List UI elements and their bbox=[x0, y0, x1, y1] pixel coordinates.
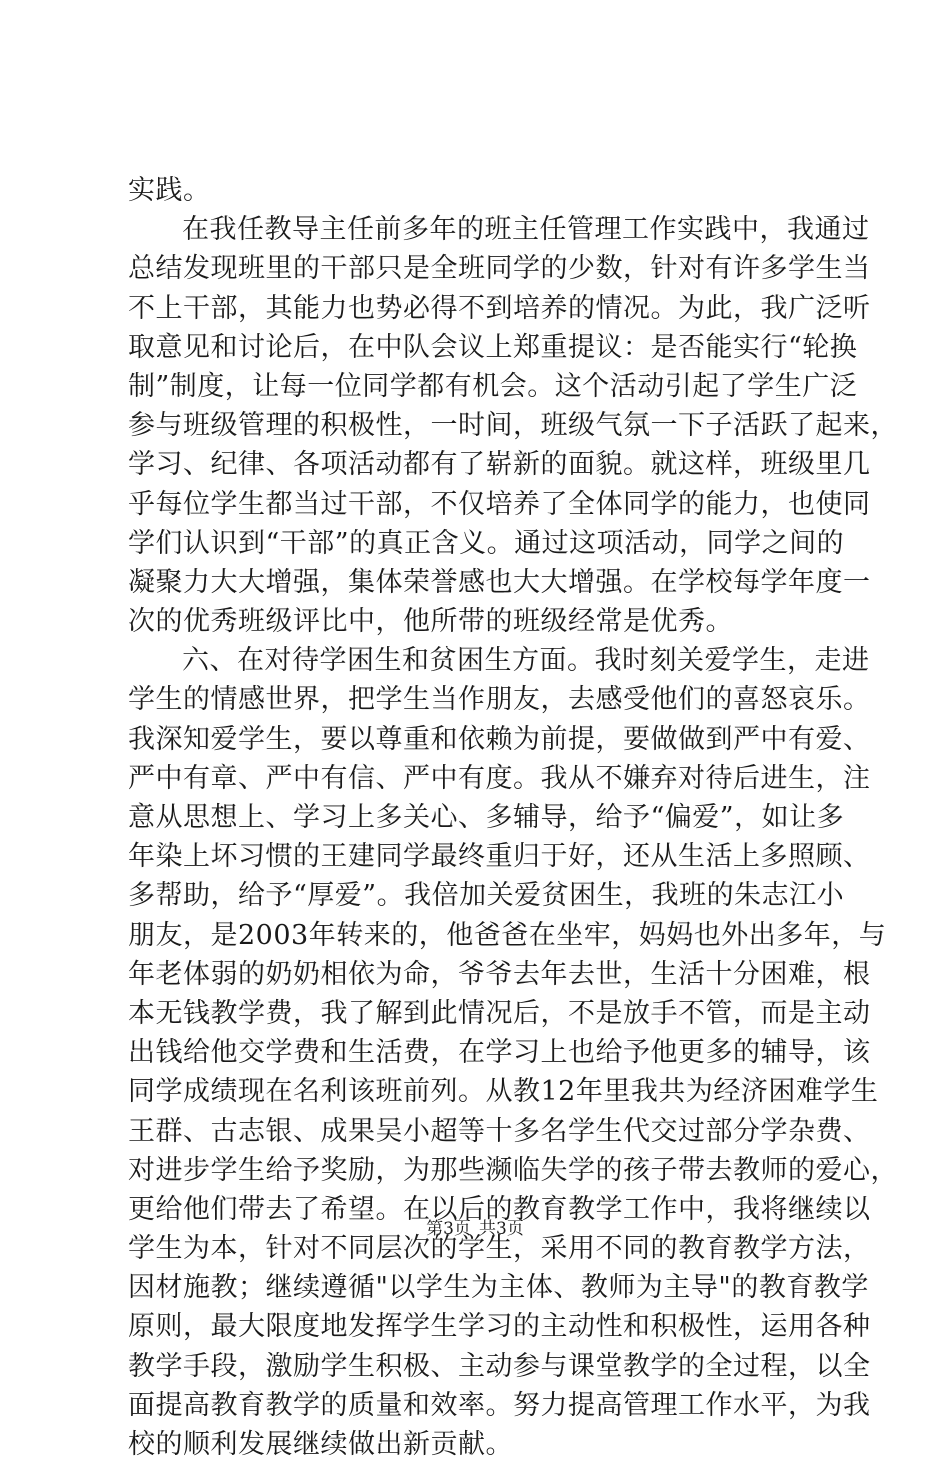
text-line: 学习、纪律、各项活动都有了崭新的面貌。就这样，班级里几 bbox=[128, 449, 871, 481]
text-line: 年老体弱的奶奶相依为命，爷爷去年去世，生活十分困难，根 bbox=[128, 958, 871, 990]
text-line: 参与班级管理的积极性，一时间，班级气氛一下子活跃了起来， bbox=[128, 410, 898, 442]
text-line: 我深知爱学生，要以尊重和依赖为前提，要做做到严中有爱、 bbox=[128, 723, 871, 755]
text-line: 学们认识到“干部”的真正含义。通过这项活动，同学之间的 bbox=[128, 527, 845, 559]
text-line: 总结发现班里的干部只是全班同学的少数，针对有许多学生当 bbox=[128, 253, 871, 285]
text-line: 实践。 bbox=[128, 175, 211, 206]
text-line: 凝聚力大大增强，集体荣誉感也大大增强。在学校每学年度一 bbox=[128, 566, 871, 598]
text-line: 制”制度，让每一位同学都有机会。这个活动引起了学生广泛 bbox=[128, 370, 858, 402]
page-footer bbox=[0, 1218, 950, 1240]
text-line: 意从思想上、学习上多关心、多辅导，给予“偏爱”，如让多 bbox=[128, 802, 845, 833]
text-line: 学生为本，针对不同层次的学生，采用不同的教育教学方法， bbox=[128, 1233, 871, 1265]
text-line: 多帮助，给予“厚爱”。我倍加关爱贫困生，我班的朱志江小 bbox=[128, 880, 845, 912]
text-line: 学生的情感世界，把学生当作朋友，去感受他们的喜怒哀乐。 bbox=[128, 684, 871, 716]
text-line: 同学成绩现在名利该班前列。从教12年里我共为经济困难学生 bbox=[128, 1076, 879, 1108]
text-line: 本无钱教学费，我了解到此情况后，不是放手不管，而是主动 bbox=[128, 997, 871, 1029]
text-line: 取意见和讨论后，在中队会议上郑重提议：是否能实行“轮换 bbox=[128, 331, 858, 363]
text-line: 年染上坏习惯的王建同学最终重归于好，还从生活上多照顾、 bbox=[128, 841, 871, 873]
text-line: 在我任教导主任前多年的班主任管理工作实践中，我通过 bbox=[182, 214, 870, 246]
text-line: 校的顺利发展继续做出新贡献。 bbox=[128, 1429, 513, 1460]
text-line: 次的优秀班级评比中，他所带的班级经常是优秀。 bbox=[128, 606, 733, 638]
text-line: 乎每位学生都当过干部，不仅培养了全体同学的能力，也使同 bbox=[128, 488, 871, 520]
page-number: 第3页 bbox=[426, 1219, 471, 1239]
text-line: 因材施教；继续遵循"以学生为主体、教师为主导"的教育教学 bbox=[128, 1272, 869, 1304]
text-line: 六、在对待学困生和贫困生方面。我时刻关爱学生，走进 bbox=[182, 645, 870, 677]
text-line: 王群、古志银、成果吴小超等十多名学生代交过部分学杂费、 bbox=[128, 1115, 871, 1147]
text-line: 原则，最大限度地发挥学生学习的主动性和积极性，运用各种 bbox=[128, 1311, 871, 1343]
text-line: 朋友，是2003年转来的，他爸爸在坐牢，妈妈也外出多年，与 bbox=[128, 919, 887, 951]
page-total: 共3页 bbox=[479, 1219, 524, 1239]
text-line: 严中有章、严中有信、严中有度。我从不嫌弃对待后进生，注 bbox=[128, 762, 871, 794]
text-line: 面提高教育教学的质量和效率。努力提高管理工作水平，为我 bbox=[128, 1389, 871, 1421]
text-line: 不上干部，其能力也势必得不到培养的情况。为此，我广泛听 bbox=[128, 292, 871, 324]
text-line: 教学手段，激励学生积极、主动参与课堂教学的全过程，以全 bbox=[128, 1350, 871, 1382]
text-line: 更给他们带去了希望。在以后的教育教学工作中，我将继续以 bbox=[128, 1193, 871, 1225]
text-line: 对进步学生给予奖励，为那些濒临失学的孩子带去教师的爱心， bbox=[128, 1154, 898, 1186]
body-text bbox=[128, 171, 898, 1464]
text-line: 出钱给他交学费和生活费，在学习上也给予他更多的辅导，该 bbox=[128, 1037, 871, 1069]
